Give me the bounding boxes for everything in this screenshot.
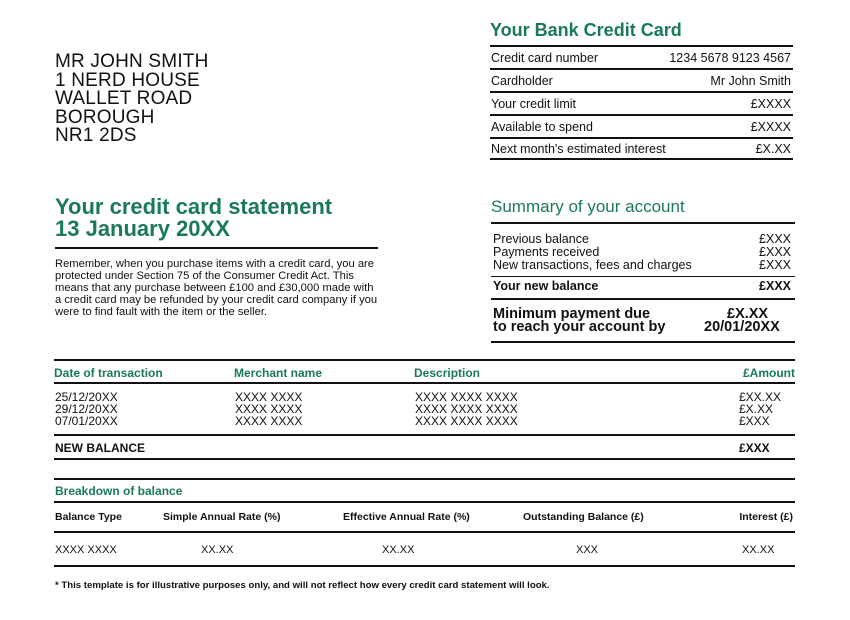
divider	[54, 434, 795, 436]
summary-label: Previous balance	[493, 232, 589, 246]
table-row-description: XXXX XXXX XXXX	[415, 402, 518, 416]
table-row-merchant: XXXX XXXX	[235, 414, 303, 428]
minimum-payment-date-row	[493, 320, 795, 334]
new-balance-value: £XXX	[739, 441, 770, 455]
table-row-description: XXXX XXXX XXXX	[415, 390, 518, 404]
min-payment-label: to reach your account by	[493, 319, 666, 335]
min-payment-value: £X.XX	[727, 306, 769, 322]
divider	[54, 478, 795, 480]
footnote: * This template is for illustrative purposes only, and will not reflect how every credit card statement will look.	[55, 580, 550, 591]
summary-new-balance	[493, 280, 791, 294]
divider	[54, 531, 795, 533]
breakdown-value-outstanding: XXX	[576, 544, 599, 556]
table-row-date: 07/01/20XX	[55, 414, 118, 428]
table-row-date: 25/12/20XX	[55, 390, 118, 404]
table-row-amount: £XXX	[739, 414, 770, 428]
card-label: Next month's estimated interest	[491, 141, 666, 156]
table-row-description: XXXX XXXX XXXX	[415, 414, 518, 428]
card-row-limit	[490, 91, 793, 114]
summary-label: New transactions, fees and charges	[493, 258, 692, 272]
breakdown-value-effective: XX.XX	[382, 544, 415, 556]
card-label: Your credit limit	[491, 96, 576, 111]
statement-title-line: Your credit card statement	[55, 194, 333, 219]
address-postcode: NR1 2DS	[55, 125, 137, 146]
card-title: Your Bank Credit Card	[490, 20, 682, 40]
summary-value: £XXX	[759, 245, 791, 259]
breakdown-header-simple: Simple Annual Rate (%)	[163, 511, 281, 523]
divider	[54, 359, 795, 361]
summary-line	[493, 259, 791, 273]
card-details-table	[490, 45, 793, 160]
card-label: Credit card number	[491, 50, 598, 65]
table-row-merchant: XXXX XXXX	[235, 390, 303, 404]
address-line-1: 1 NERD HOUSE	[55, 69, 200, 91]
card-label: Available to spend	[491, 119, 593, 134]
card-row-available	[490, 114, 793, 137]
address-name: MR JOHN SMITH	[55, 51, 209, 72]
card-value: £X.XX	[755, 141, 791, 156]
col-header-date: Date of transaction	[54, 366, 163, 380]
card-value: £XXXX	[750, 96, 791, 111]
divider	[54, 501, 795, 503]
breakdown-value-type: XXXX XXXX	[55, 544, 117, 556]
new-balance-label: NEW BALANCE	[55, 441, 145, 455]
card-value: £XXXX	[750, 119, 791, 134]
summary-value: £XXX	[759, 258, 791, 272]
divider	[491, 276, 795, 277]
summary-label: Your new balance	[493, 279, 599, 293]
divider	[491, 298, 795, 300]
statement-title	[55, 196, 332, 240]
summary-value: £XXX	[759, 232, 791, 246]
breakdown-header-interest: Interest (£)	[739, 511, 793, 523]
breakdown-header-outstanding: Outstanding Balance (£)	[523, 511, 644, 523]
card-row-holder	[490, 68, 793, 91]
summary-value: £XXX	[759, 279, 791, 293]
breakdown-header-type: Balance Type	[55, 511, 122, 523]
table-row-amount: £X.XX	[739, 402, 774, 416]
min-payment-label: Minimum payment due	[493, 306, 651, 322]
col-header-description: Description	[414, 366, 481, 380]
card-row-interest	[490, 137, 793, 160]
card-label: Cardholder	[491, 73, 553, 88]
col-header-amount: £Amount	[743, 366, 795, 380]
card-value: 1234 5678 9123 4567	[669, 50, 791, 65]
account-summary	[491, 222, 795, 343]
summary-title: Summary of your account	[491, 197, 685, 216]
table-row-merchant: XXXX XXXX	[235, 402, 303, 416]
card-value: Mr John Smith	[710, 73, 791, 88]
recipient-address	[55, 53, 209, 146]
address-line-3: BOROUGH	[55, 106, 155, 128]
summary-label: Payments received	[493, 245, 600, 259]
col-header-merchant: Merchant name	[234, 366, 323, 380]
divider	[54, 458, 795, 460]
card-row-number	[490, 45, 793, 68]
statement-date: 13 January 20XX	[55, 216, 230, 241]
divider	[54, 565, 795, 567]
divider	[54, 382, 795, 384]
divider	[55, 247, 378, 249]
breakdown-header-effective: Effective Annual Rate (%)	[343, 511, 470, 523]
address-line-2: WALLET ROAD	[55, 88, 193, 109]
breakdown-value-simple: XX.XX	[201, 544, 234, 556]
breakdown-value-interest: XX.XX	[742, 544, 775, 556]
min-payment-date: 20/01/20XX	[704, 319, 780, 335]
table-row-date: 29/12/20XX	[55, 402, 118, 416]
breakdown-title: Breakdown of balance	[55, 484, 183, 498]
section-75-note: Remember, when you purchase items with a credit card, you are protected under Section 75 of the Consumer Credit Act. This means that any purchase between £100 and £30,000 made with a credit card may be refunded by your credit card company if you were to find fault with the item or the seller.	[55, 258, 378, 318]
table-row-amount: £XX.XX	[739, 390, 782, 404]
